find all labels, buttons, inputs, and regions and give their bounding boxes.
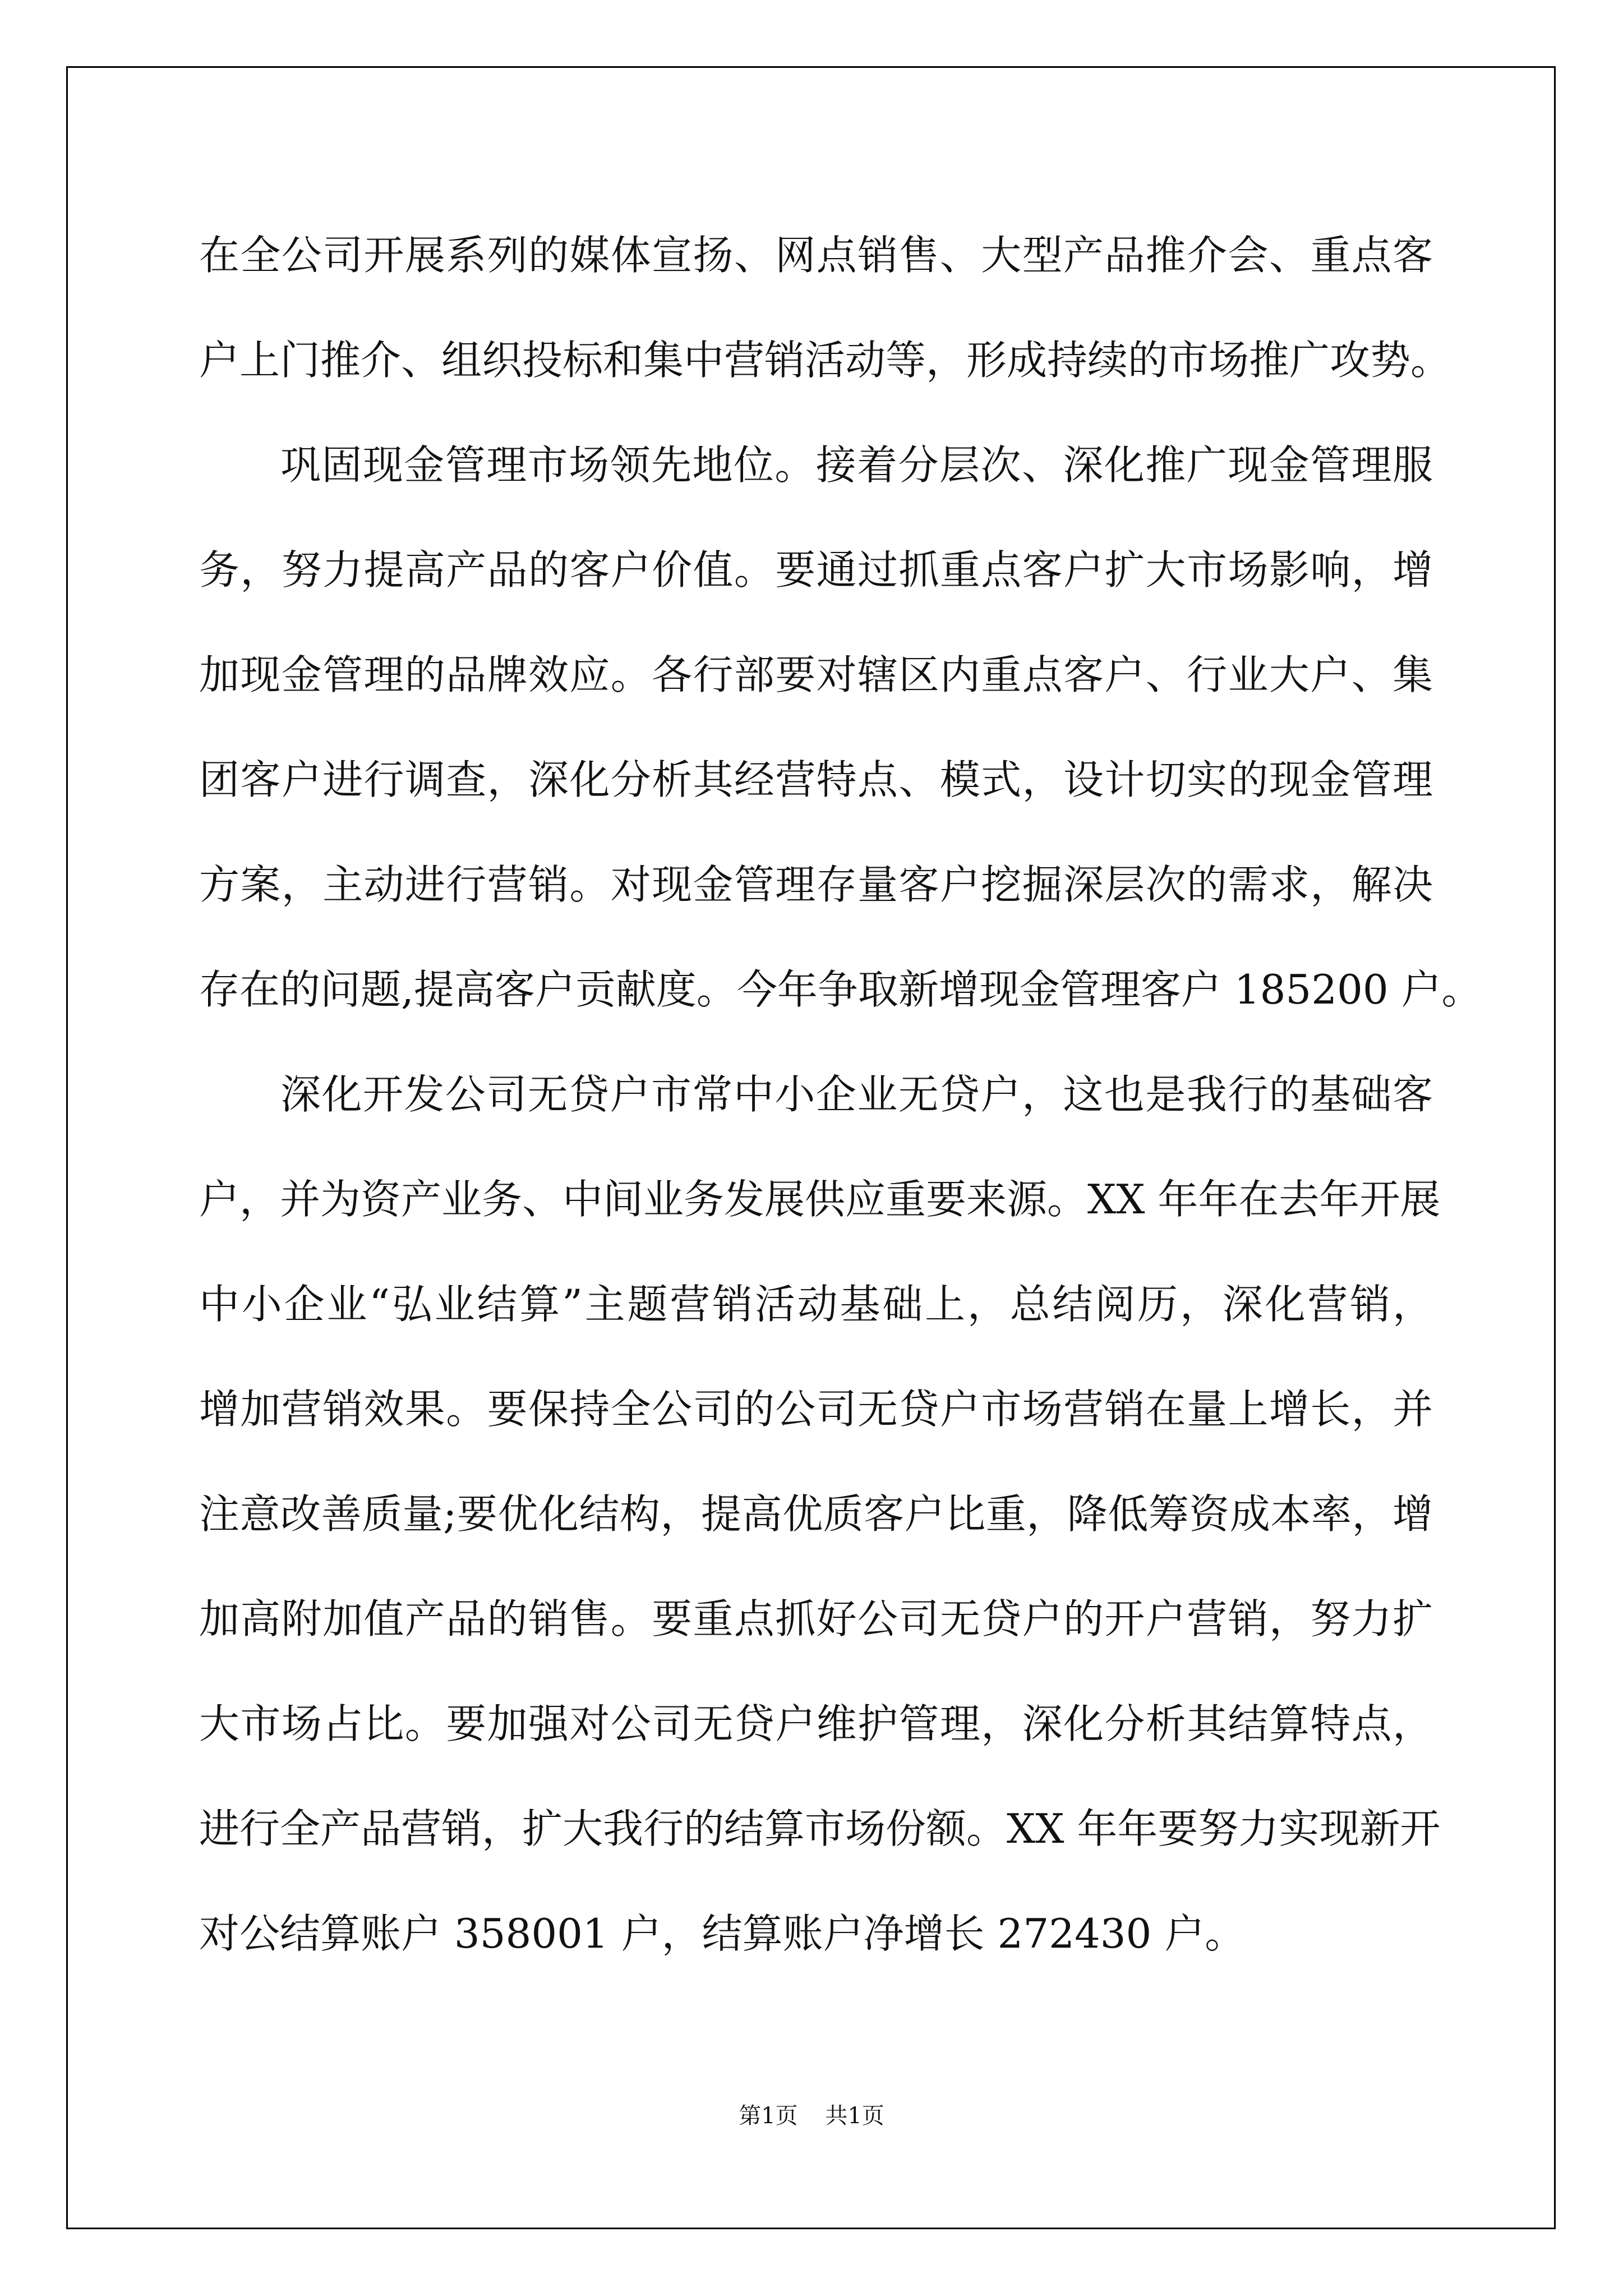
text-line: 户上门推介、组织投标和集中营销活动等，形成持续的市场推广攻势。 [199, 337, 1451, 384]
page-total: 共1页 [825, 2103, 884, 2129]
page-footer [0, 2098, 1623, 2130]
text-line: 进行全产品营销，扩大我行的结算市场份额。XX 年年要努力实现新开 [199, 1805, 1441, 1852]
text-line: 团客户进行调查，深化分析其经营特点、模式，设计切实的现金管理 [199, 756, 1433, 803]
text-line: 务，努力提高产品的客户价值。要通过抓重点客户扩大市场影响，增 [199, 546, 1433, 593]
text-line: 在全公司开展系列的媒体宣扬、网点销售、大型产品推介会、重点客 [199, 232, 1433, 279]
text-line: 对公结算账户 358001 户，结算账户净增长 272430 户。 [199, 1910, 1246, 1957]
document-body [199, 203, 1482, 1986]
text-line: 增加营销效果。要保持全公司的公司无贷户市场营销在量上增长，并 [199, 1386, 1433, 1433]
text-line: 加现金管理的品牌效应。各行部要对辖区内重点客户、行业大户、集 [199, 651, 1433, 698]
text-line: 方案，主动进行营销。对现金管理存量客户挖掘深层次的需求，解决 [199, 861, 1433, 908]
page-number: 第1页 [739, 2103, 798, 2129]
text-line: 巩固现金管理市场领先地位。接着分层次、深化推广现金管理服 [280, 441, 1433, 489]
text-line: 中小企业“弘业结算”主题营销活动基础上，总结阅历，深化营销， [199, 1281, 1433, 1328]
text-line: 大市场占比。要加强对公司无贷户维护管理，深化分析其结算特点， [199, 1700, 1433, 1747]
text-line: 存在的问题,提高客户贡献度。今年争取新增现金管理客户 185200 户。 [199, 966, 1482, 1013]
text-line: 注意改善质量;要优化结构，提高优质客户比重，降低筹资成本率，增 [199, 1490, 1433, 1538]
text-line: 深化开发公司无贷户市常中小企业无贷户，这也是我行的基础客 [280, 1071, 1433, 1118]
text-line: 加高附加值产品的销售。要重点抓好公司无贷户的开户营销，努力扩 [199, 1595, 1433, 1642]
text-line: 户，并为资产业务、中间业务发展供应重要来源。XX 年年在去年开展 [199, 1176, 1441, 1223]
